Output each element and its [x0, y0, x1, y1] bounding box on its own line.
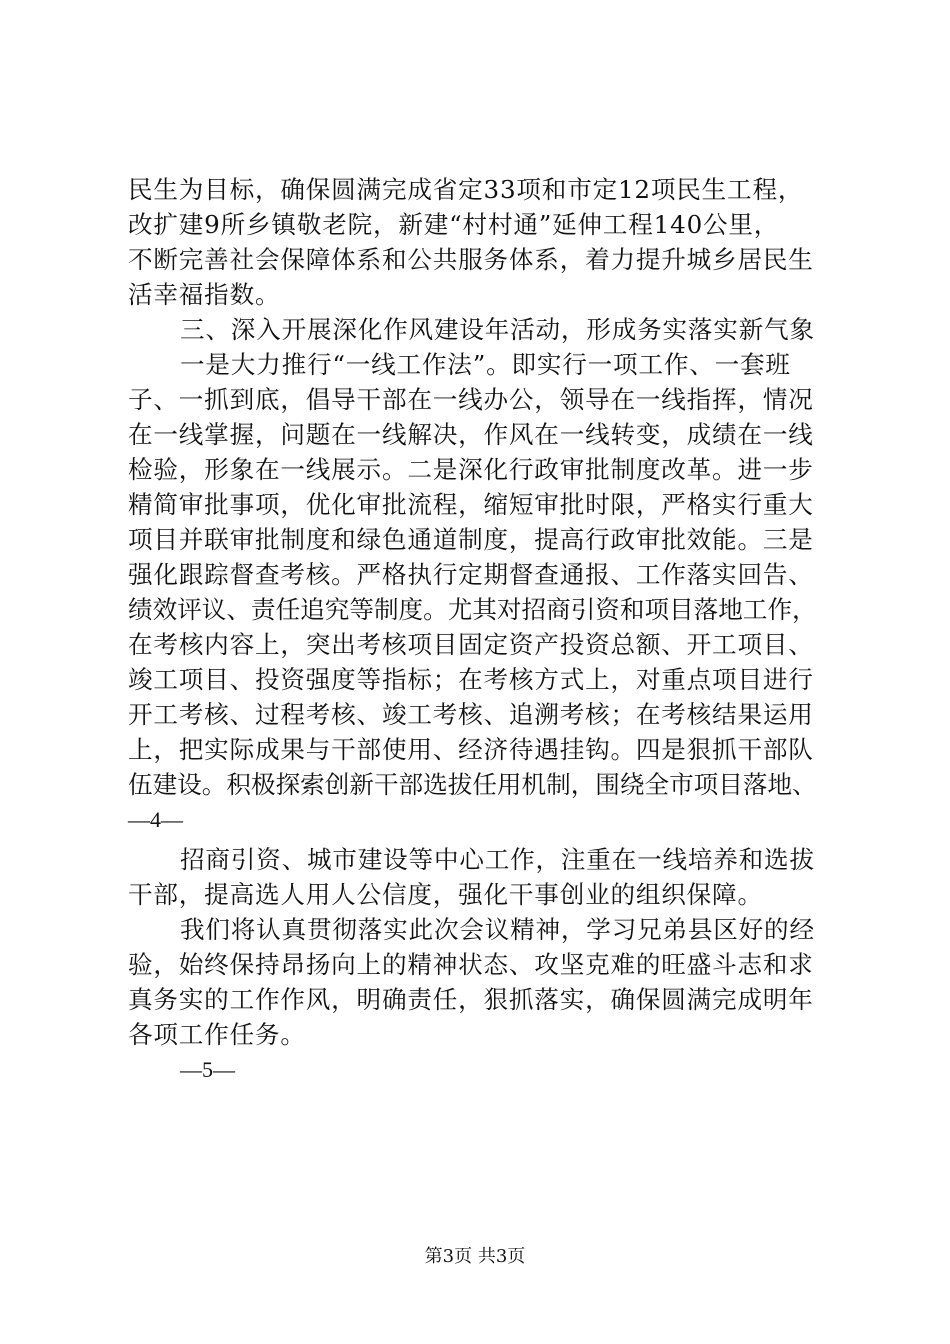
text-line: 不断完善社会保障体系和公共服务体系，着力提升城乡居民生	[128, 245, 814, 274]
text-line: 一是大力推行“一线工作法”。即实行一项工作、一套班	[180, 350, 791, 379]
page-footer: 第3页 共3页	[424, 1246, 526, 1267]
text-line: 项目并联审批制度和绿色通道制度，提高行政审批效能。三是	[128, 525, 814, 554]
text-line: 各项工作任务。	[128, 1020, 306, 1049]
text-line: 在考核内容上，突出考核项目固定资产投资总额、开工项目、	[128, 630, 814, 659]
text-line: 活幸福指数。	[128, 280, 281, 309]
text-line: 民生为目标，确保圆满完成省定33项和市定12项民生工程，	[128, 175, 804, 204]
text-line: 强化跟踪督查考核。严格执行定期督查通报、工作落实回告、	[128, 560, 814, 589]
text-line: 干部，提高选人用人公信度，强化干事创业的组织保障。	[128, 880, 763, 909]
text-line: 验，始终保持昂扬向上的精神状态、攻坚克难的旺盛斗志和求	[128, 950, 814, 979]
page-number-mark: —5—	[180, 1057, 235, 1082]
text-line: 竣工项目、投资强度等指标；在考核方式上，对重点项目进行	[128, 665, 814, 694]
text-line: 开工考核、过程考核、竣工考核、追溯考核；在考核结果运用	[128, 700, 814, 729]
text-line: 招商引资、城市建设等中心工作，注重在一线培养和选拔	[180, 845, 815, 874]
text-line: 精简审批事项，优化审批流程，缩短审批时限，严格实行重大	[128, 490, 814, 519]
text-line: 在一线掌握，问题在一线解决，作风在一线转变，成绩在一线	[128, 420, 814, 449]
text-line: 真务实的工作作风，明确责任，狠抓落实，确保圆满完成明年	[128, 985, 814, 1014]
text-line: 子、一抓到底，倡导干部在一线办公，领导在一线指挥，情况	[128, 385, 814, 414]
page-number-mark: —4—	[128, 807, 183, 832]
section-heading: 三、深入开展深化作风建设年活动，形成务实落实新气象	[180, 315, 815, 344]
text-line: 改扩建9所乡镇敬老院，新建“村村通”延伸工程140公里，	[128, 210, 780, 239]
text-line: 我们将认真贯彻落实此次会议精神，学习兄弟县区好的经	[180, 915, 815, 944]
text-line: 伍建设。积极探索创新干部选拔任用机制，围绕全市项目落地、	[128, 770, 817, 799]
text-line: 绩效评议、责任追究等制度。尤其对招商引资和项目落地工作，	[128, 595, 817, 624]
text-line: 上，把实际成果与干部使用、经济待遇挂钩。四是狠抓干部队	[128, 735, 814, 764]
text-line: 检验，形象在一线展示。二是深化行政审批制度改革。进一步	[128, 455, 814, 484]
